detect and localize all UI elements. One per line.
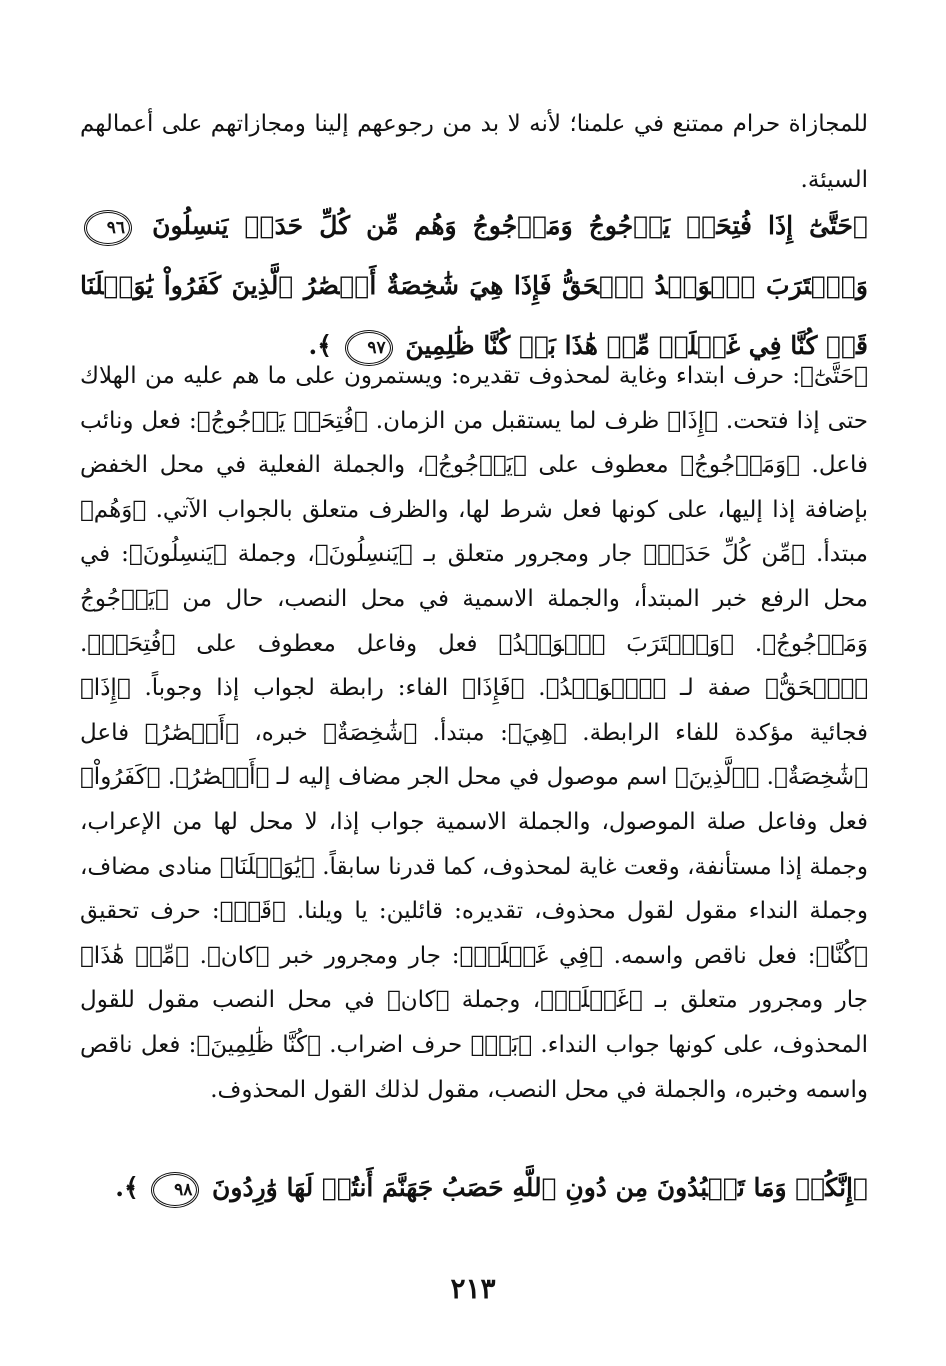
verse-98-text: ﴿إِنَّكُمۡ وَمَا تَعۡبُدُونَ مِن دُونِ ٱللَّهِ حَصَبُ جَهَنَّمَ أَنتُمۡ لَهَا وَٰرِدُونَ	[212, 1173, 868, 1202]
grammatical-analysis-paragraph: ﴿حَتَّىٰٓ﴾: حرف ابتداء وغاية لمحذوف تقديره: ويستمرون على ما هم عليه من الهلاك حتى إذا فتحت. ﴿إِذَا﴾ ظرف لما يستقبل من الزمان. ﴿فُتِحَتۡ يَأۡجُوجُ﴾: فعل ونائب فاعل. ﴿وَمَأۡجُوجُ﴾ معطوف على ﴿يَأۡجُوجُ﴾، والجملة الفعلية في محل الخفض بإضافة إذا إليها، على كونها فعل شرط لها، والظرف متعلق بالجواب الآتي. ﴿وَهُم﴾ مبتدأ. ﴿مِّن كُلِّ حَدَبٖ﴾ جار ومجرور متعلق بـ ﴿يَنسِلُونَ﴾، وجملة ﴿يَنسِلُونَ﴾: في محل الرفع خبر المبتدأ، والجملة الاسمية في محل النصب، حال من ﴿يَأۡجُوجُ وَمَأۡجُوجُ﴾. ﴿وَٱقۡتَرَبَ ٱلۡوَعۡدُ﴾ فعل وفاعل معطوف على ﴿فُتِحَتۡ﴾. ﴿ٱلۡحَقُّ﴾ صفة لـ ﴿ٱلۡوَعۡدُ﴾. ﴿فَإِذَا﴾ الفاء: رابطة لجواب إذا وجوباً. ﴿إِذَا﴾ فجائية مؤكدة للفاء الرابطة. ﴿هِيَ﴾: مبتدأ. ﴿شَٰخِصَةٌ﴾ خبره، ﴿أَبۡصَٰرُ﴾ فاعل ﴿شَٰخِصَةٌ﴾. ﴿ٱلَّذِينَ﴾ اسم موصول في محل الجر مضاف إليه لـ ﴿أَبۡصَٰرُ﴾. ﴿كَفَرُواْ﴾ فعل وفاعل صلة الموصول، والجملة الاسمية جواب إذا، لا محل لها من الإعراب، وجملة إذا مستأنفة، وقعت غاية لمحذوف، كما قدرنا سابقاً. ﴿يَٰوَيۡلَنَا﴾ منادى مضاف، وجملة النداء مقول لقول محذوف، تقديره: قائلين: يا ويلنا. ﴿قَدۡ﴾: حرف تحقيق ﴿كُنَّا﴾: فعل ناقص واسمه. ﴿فِي غَفۡلَةٖ﴾: جار ومجرور خبر ﴿كان﴾. ﴿مِّنۡ هَٰذَا﴾ جار ومجرور متعلق بـ ﴿غَفۡلَةٖ﴾، وجملة ﴿كان﴾ في محل النصب مقول للقول المحذوف، على كونها جواب النداء. ﴿بَلۡ﴾ حرف اضراب. ﴿كُنَّا ظَٰلِمِينَ﴾: فعل ناقص واسمه وخبره، والجملة في محل النصب، مقول لذلك القول المحذوف.	[80, 363, 869, 1103]
ayah-number-96-marker: ٩٦	[84, 210, 132, 246]
intro-paragraph: للمجازاة حرام ممتنع في علمنا؛ لأنه لا بد من رجوعهم إلينا ومجازاتهم على أعمالهم السيئة.	[80, 111, 868, 193]
quran-verse-96-97	[80, 196, 868, 376]
verse-close-bracket: ﴾.	[308, 331, 332, 360]
ayah-number-97-marker: ٩٧	[345, 330, 393, 366]
verse-96-text: ﴿حَتَّىٰٓ إِذَا فُتِحَتۡ يَأۡجُوجُ وَمَأۡجُوجُ وَهُم مِّن كُلِّ حَدَبٖ يَنسِلُونَ	[152, 211, 868, 240]
verse-97-text: وَٱقۡتَرَبَ ٱلۡوَعۡدُ ٱلۡحَقُّ فَإِذَا هِيَ شَٰخِصَةٌ أَبۡصَٰرُ ٱلَّذِينَ كَفَرُواْ يَٰوَيۡلَنَا قَدۡ كُنَّا فِي غَفۡلَةٖ مِّنۡ هَٰذَا بَلۡ كُنَّا ظَٰلِمِينَ	[80, 271, 868, 360]
ayah-number-98-marker: ٩٨	[151, 1172, 199, 1208]
page-number: ٢١٣	[450, 1272, 496, 1305]
quran-verse-98	[80, 1158, 868, 1218]
verse-close-bracket: ﴾.	[115, 1173, 139, 1202]
